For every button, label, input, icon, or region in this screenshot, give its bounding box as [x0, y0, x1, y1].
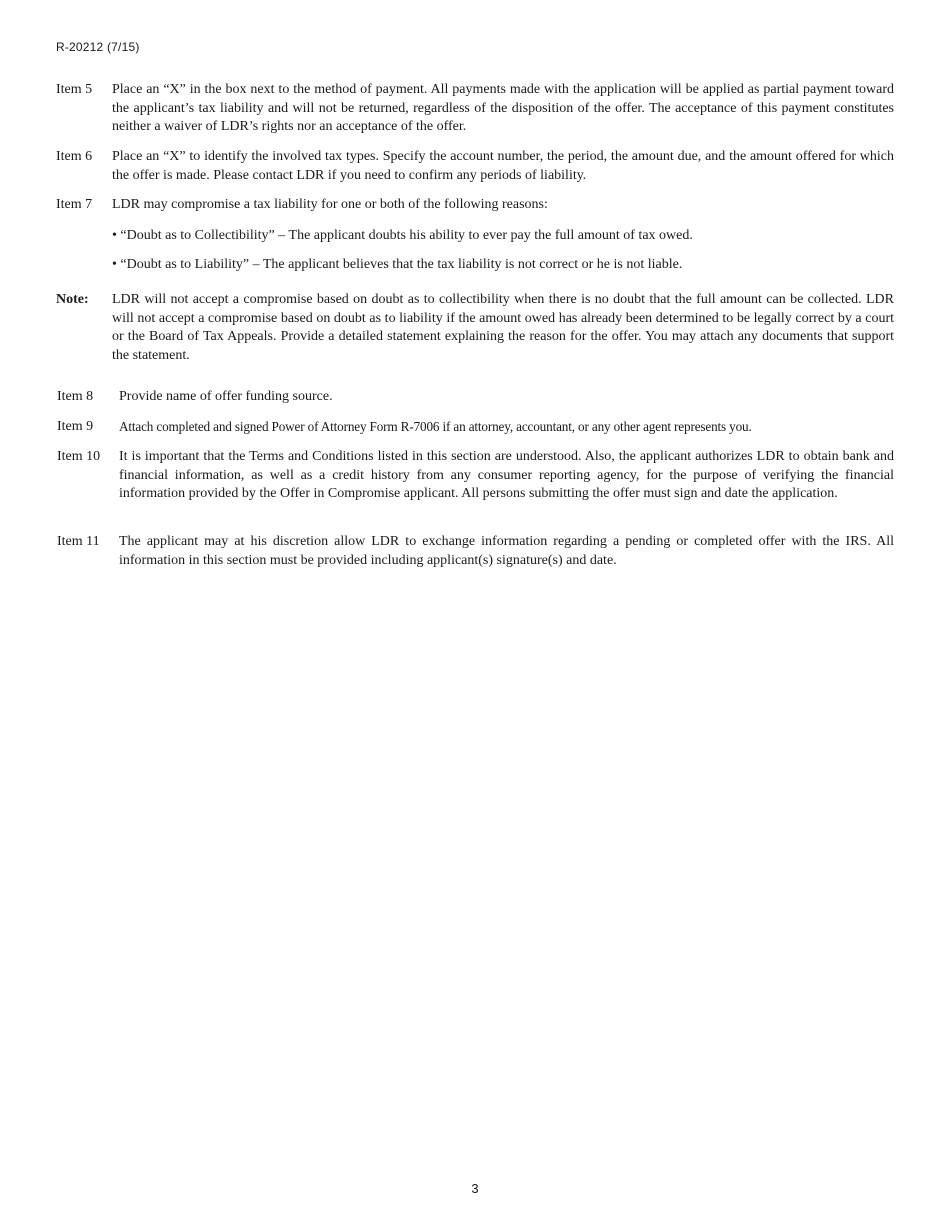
item-5	[56, 81, 894, 137]
bullet-item: • “Doubt as to Collectibility” – The applicant doubts his ability to ever pay the full amount of tax owed.	[112, 228, 693, 243]
item-11	[56, 533, 894, 570]
note-label: Note:	[56, 292, 89, 307]
item-7-bullet-liability	[56, 256, 894, 275]
item-label: Item 7	[56, 197, 93, 212]
item-label: Item 5	[56, 82, 93, 97]
item-label: Item 8	[57, 389, 94, 404]
item-7	[56, 196, 894, 215]
item-text: Place an “X” in the box next to the method of payment. All payments made with the application will be applied as partial payment toward the applicant’s tax liability and will not be returned, regardless of the disposition of the offer. The acceptance of this payment constitutes neither a waiver of LDR’s rights nor an acceptance of the offer.	[112, 82, 894, 135]
item-label: Item 9	[57, 419, 94, 434]
item-text: Attach completed and signed Power of Attorney Form R-7006 if an attorney, accountant, or any other agent represents you.	[119, 419, 752, 434]
note	[56, 291, 894, 365]
item-6	[56, 148, 894, 185]
item-text: Provide name of offer funding source.	[119, 389, 333, 404]
item-7-bullet-collectibility	[56, 227, 894, 246]
page-number: 3	[471, 1181, 479, 1196]
item-text: Place an “X” to identify the involved tax types. Specify the account number, the period, the amount due, and the amount offered for which the offer is made. Please contact LDR if you need to confirm any periods of liability.	[112, 149, 894, 183]
item-9	[56, 418, 894, 437]
item-text: The applicant may at his discretion allow LDR to exchange information regarding a pending or completed offer with the IRS. All information in this section must be provided including applicant(s) signature(s) and date.	[119, 534, 894, 568]
bullet-item: • “Doubt as to Liability” – The applicant believes that the tax liability is not correct or he is not liable.	[112, 257, 683, 272]
item-10	[56, 448, 894, 504]
item-label: Item 6	[56, 149, 93, 164]
form-number: R-20212 (7/15)	[56, 40, 140, 54]
item-label: Item 11	[57, 534, 100, 549]
note-text: LDR will not accept a compromise based on doubt as to collectibility when there is no doubt that the full amount can be collected. LDR will not accept a compromise based on doubt as to liability if the amount owed has already been determined to be legally correct by a court or the Board of Tax Appeals. Provide a detailed statement explaining the reason for the offer. You may attach any documents that support the statement.	[112, 292, 894, 363]
item-text: LDR may compromise a tax liability for one or both of the following reasons:	[112, 197, 548, 212]
item-8	[56, 388, 894, 407]
item-text: It is important that the Terms and Conditions listed in this section are understood. Also, the applicant authorizes LDR to obtain bank and financial information, as well as a credit history from any consumer reporting agency, for the purpose of verifying the financial information provided by the Offer in Compromise applicant. All persons submitting the offer must sign and date the application.	[119, 449, 894, 502]
item-label: Item 10	[57, 449, 101, 464]
